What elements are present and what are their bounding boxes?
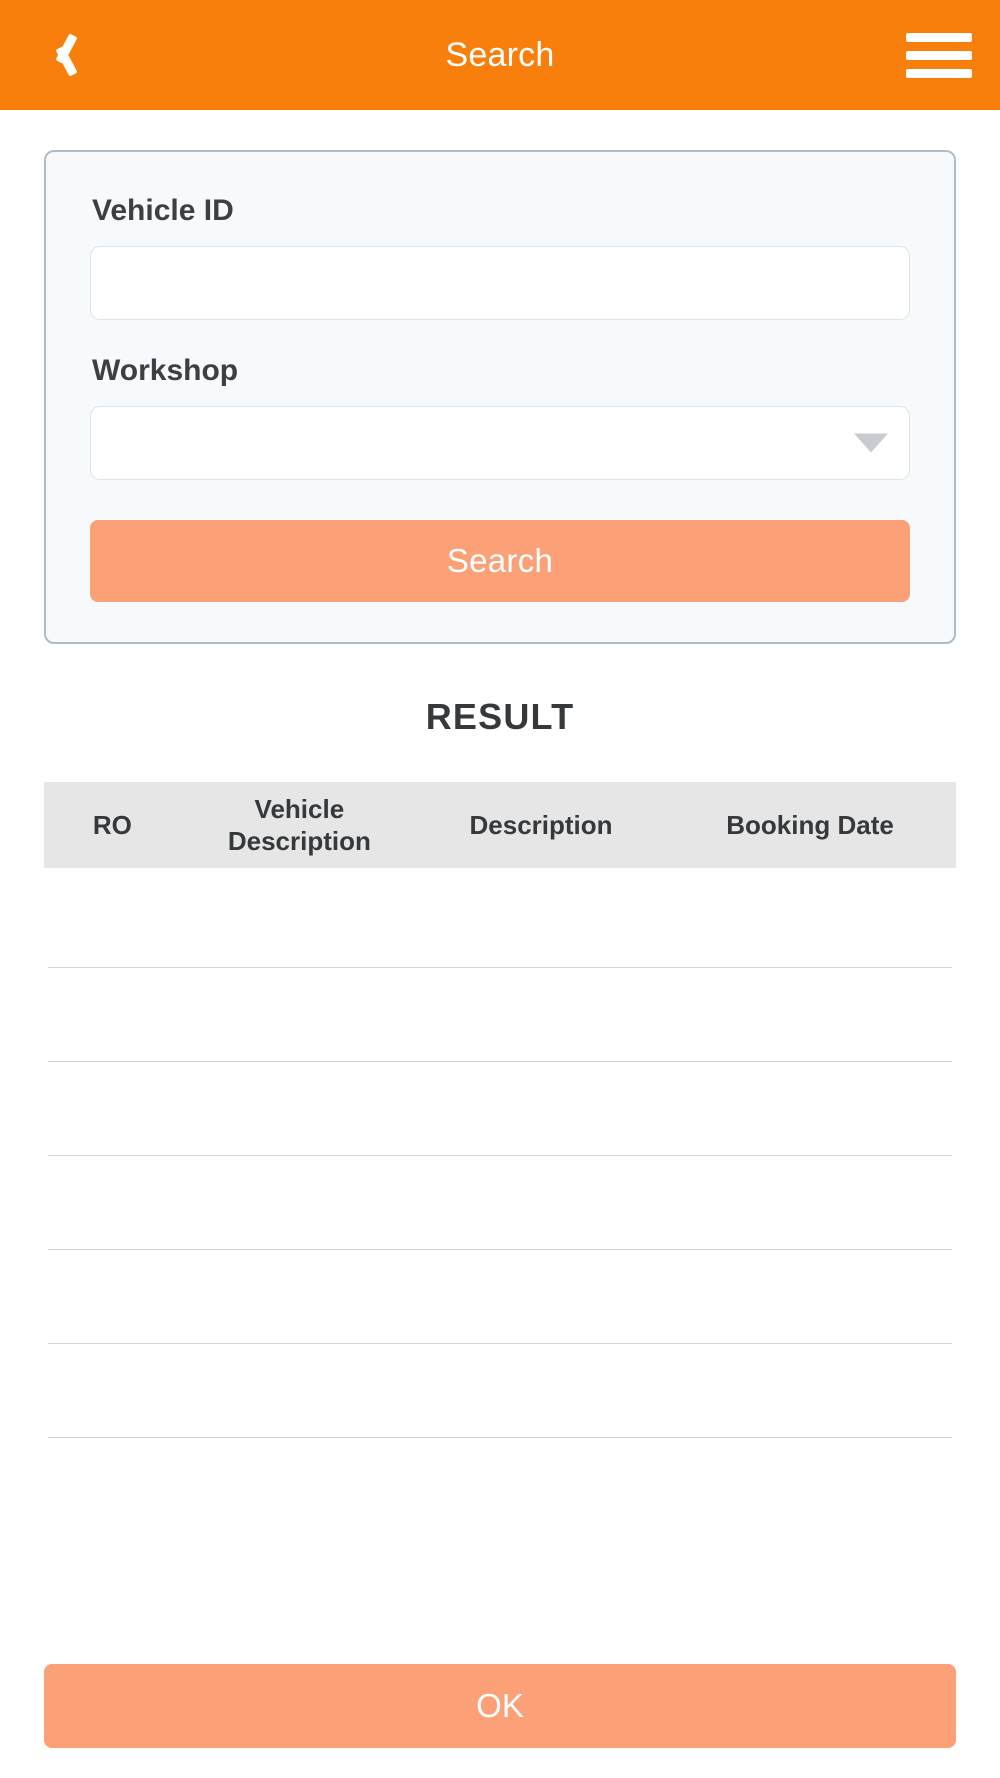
vehicle-id-label: Vehicle ID [92, 194, 234, 227]
workshop-label: Workshop [92, 354, 239, 387]
table-header-row [44, 782, 956, 868]
footer-bar [0, 1664, 1000, 1748]
workshop-select[interactable] [90, 406, 910, 480]
menu-line-3 [906, 69, 972, 78]
result-table [44, 782, 956, 868]
table-row[interactable] [48, 1344, 952, 1438]
chevron-left-icon [47, 32, 73, 78]
app-bar [0, 0, 1000, 110]
vehicle-id-input[interactable] [90, 246, 910, 320]
column-header-booking-date: Booking Date [726, 809, 894, 840]
menu-line-1 [906, 33, 972, 42]
table-row[interactable] [48, 1062, 952, 1156]
column-header-ro: RO [92, 809, 132, 840]
table-row[interactable] [48, 968, 952, 1062]
workshop-select-value[interactable] [90, 406, 910, 480]
ok-button[interactable]: OK [44, 1664, 956, 1748]
column-header-vehicle-description: Vehicle Description [227, 793, 371, 856]
search-form-card [44, 150, 956, 644]
result-heading: RESULT [425, 696, 575, 737]
result-rows [0, 868, 1000, 1438]
form-spacer [90, 320, 910, 354]
back-button[interactable] [28, 23, 92, 87]
column-header-description: Description [469, 809, 613, 840]
search-button[interactable]: Search [90, 520, 910, 602]
table-row[interactable] [48, 868, 952, 968]
menu-line-2 [906, 51, 972, 60]
table-row[interactable] [48, 1156, 952, 1250]
table-row[interactable] [48, 1250, 952, 1344]
hamburger-menu-icon[interactable] [906, 24, 972, 86]
page-title: Search [445, 35, 555, 74]
